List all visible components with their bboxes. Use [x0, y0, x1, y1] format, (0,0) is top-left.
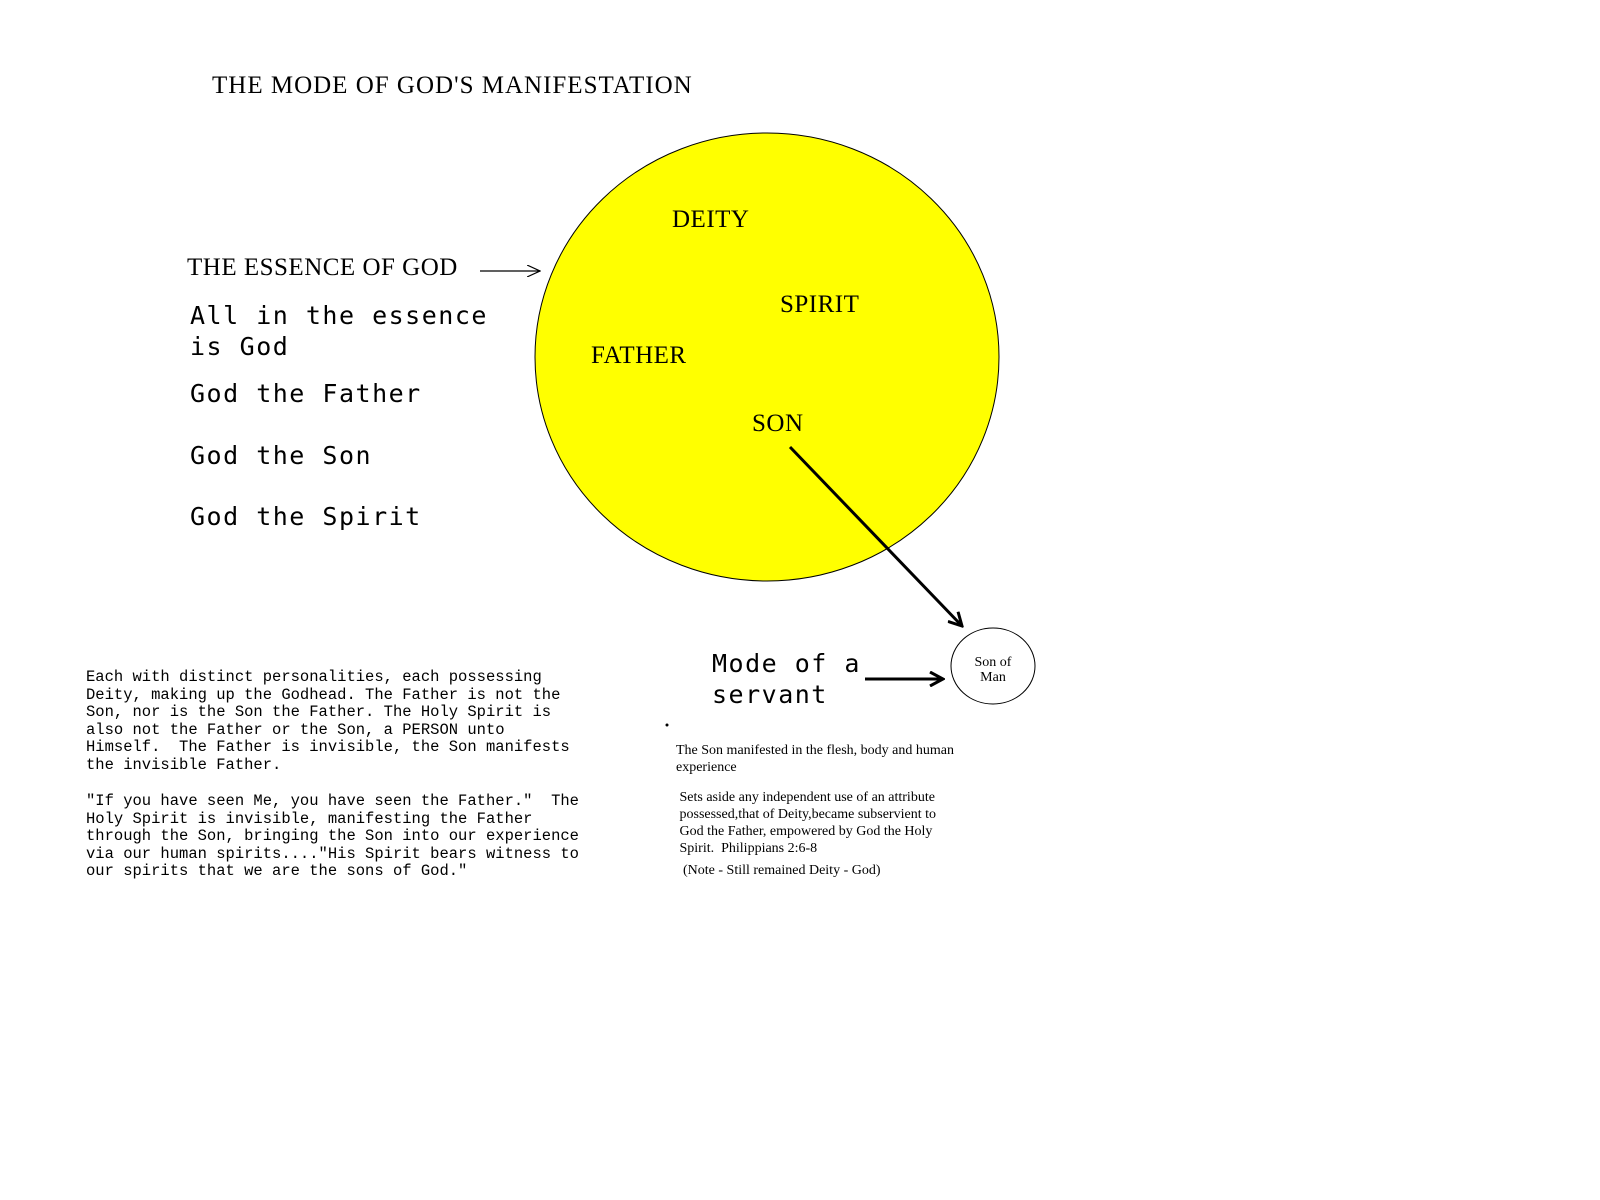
- circle-word-son: SON: [752, 410, 804, 437]
- god-the-son-line: God the Son: [190, 441, 373, 470]
- right-paragraph-note: (Note - Still remained Deity - God): [676, 863, 881, 878]
- circle-word-deity: DEITY: [672, 206, 750, 233]
- god-the-spirit-line: God the Spirit: [190, 502, 422, 531]
- servant-label-line-1: Mode of a: [712, 649, 861, 678]
- essence-label: THE ESSENCE OF GOD: [187, 254, 458, 281]
- left-paragraph-1: Each with distinct personalities, each possessing Deity, making up the Godhead. The Father is not the Son, nor is the Son the Father. The Holy Spirit is also not the Father or the Son, a PERSON unto Himself. The Father is invisible, the Son manifests the invisible Father.: [86, 668, 570, 774]
- servant-label-line-2: servant: [712, 680, 828, 709]
- circle-word-father: FATHER: [591, 342, 687, 369]
- right-paragraph-2: Sets aside any independent use of an attribute possessed,that of Deity,became subservient to God the Father, empowered by God the Holy Spirit. Philippians 2:6-8: [679, 790, 936, 856]
- page-title: THE MODE OF GOD'S MANIFESTATION: [212, 72, 693, 99]
- god-the-father-line: God the Father: [190, 379, 422, 408]
- son-of-man-label: Son of Man: [974, 655, 1012, 685]
- essence-line-1: All in the essence: [190, 301, 488, 330]
- essence-line-2: is God: [190, 332, 290, 361]
- right-paragraph-1: The Son manifested in the flesh, body and human experience: [676, 743, 954, 775]
- circle-word-spirit: SPIRIT: [780, 291, 860, 318]
- stray-dot: [666, 724, 669, 727]
- left-paragraph-2: "If you have seen Me, you have seen the Father." The Holy Spirit is invisible, manifesting the Father through the Son, bringing the Son into our experience via our human spirits...."His Spirit bears witness to our spirits that we are the sons of God.": [86, 792, 579, 880]
